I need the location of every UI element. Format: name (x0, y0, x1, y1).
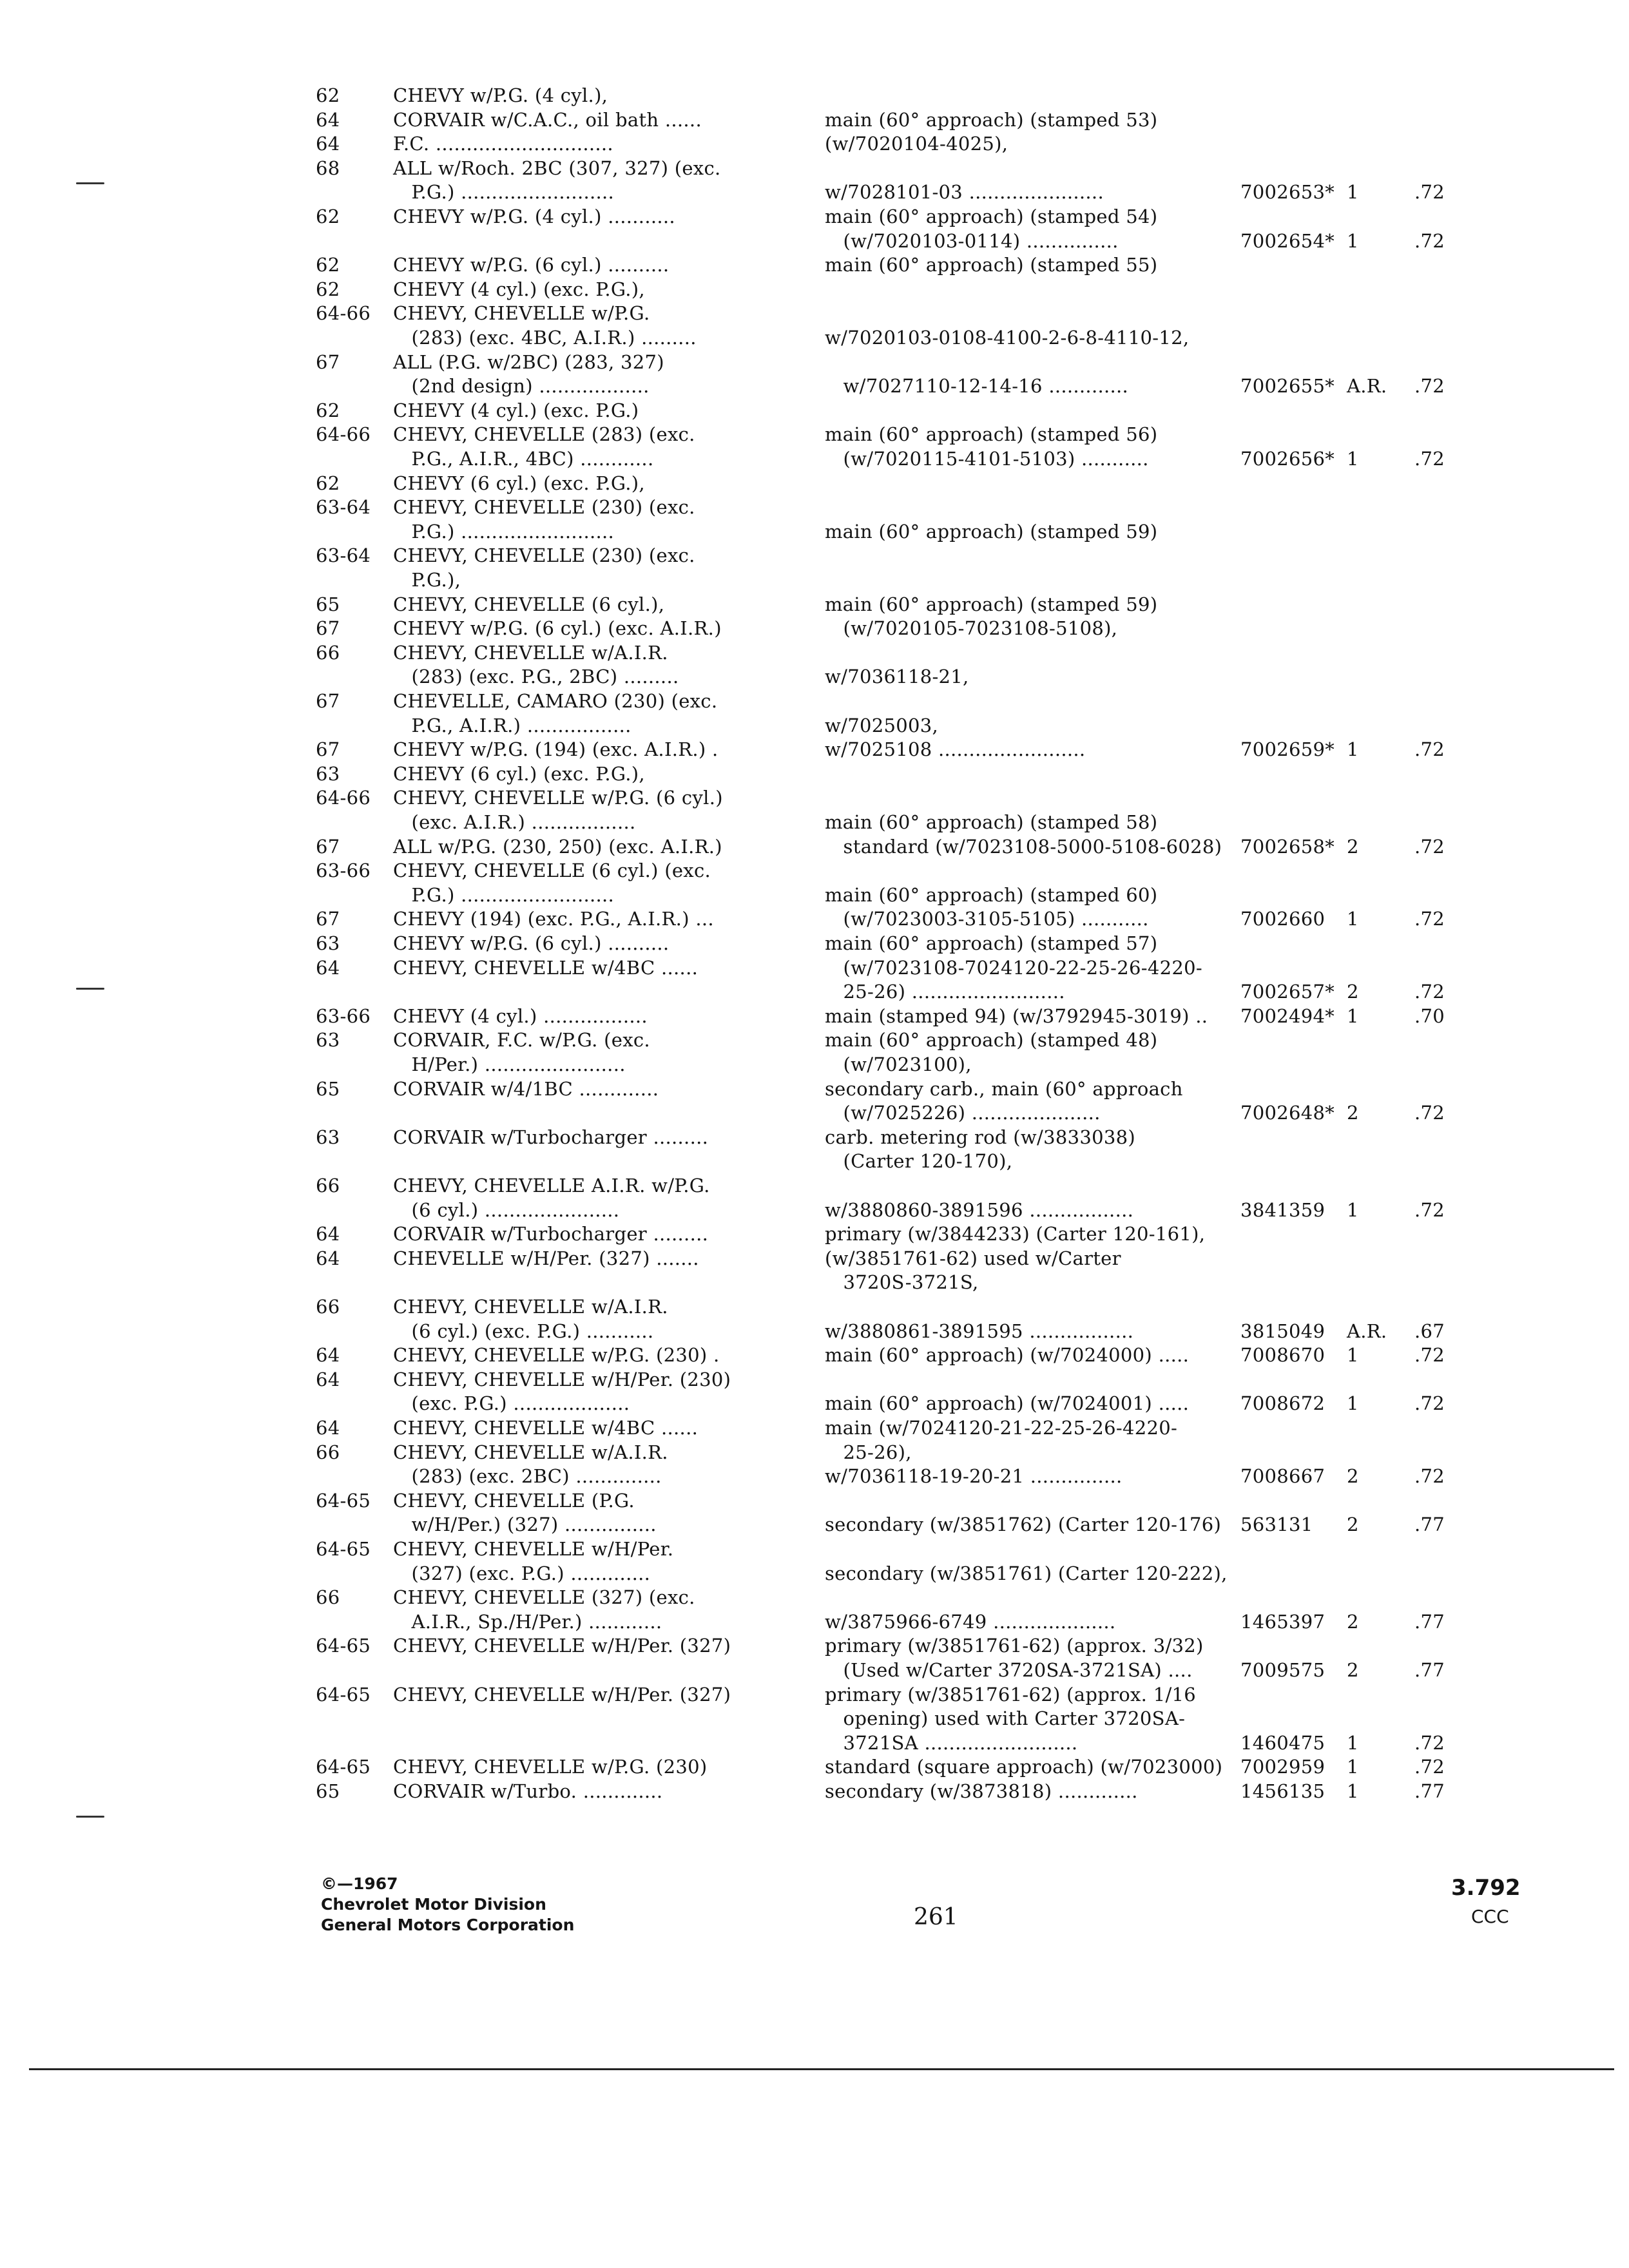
row-quantity: 2 (1347, 1514, 1359, 1535)
row-year: 65 (316, 593, 340, 615)
row-description: w/3880860-3891596 ................. (825, 1199, 1134, 1221)
row-year: 64-65 (316, 1538, 371, 1560)
row-model: CHEVY, CHEVELLE (6 cyl.) (exc. (393, 860, 711, 881)
row-description: main (stamped 94) (w/3792945-3019) .. (825, 1005, 1208, 1027)
row-model: CORVAIR w/Turbocharger ......... (393, 1223, 709, 1245)
row-description: 3720S-3721S, (825, 1271, 979, 1293)
margin-mark (76, 1816, 104, 1818)
row-year: 63-66 (316, 860, 371, 881)
row-year: 64-66 (316, 787, 371, 809)
row-model: CHEVY, CHEVELLE w/P.G. (230) (393, 1756, 708, 1778)
row-model: CHEVY, CHEVELLE w/A.I.R. (393, 1441, 668, 1463)
page-number: 261 (914, 1904, 958, 1930)
row-description: main (60° approach) (stamped 60) (825, 884, 1158, 906)
row-description: (w/7020103-0114) ............... (825, 230, 1119, 252)
row-model: CORVAIR w/C.A.C., oil bath ...... (393, 109, 702, 131)
row-part-number: 7002659* (1240, 738, 1335, 760)
row-price: .77 (1414, 1611, 1445, 1633)
row-model: CHEVY, CHEVELLE w/H/Per. (327) (393, 1684, 731, 1706)
row-part-number: 3841359 (1240, 1199, 1325, 1221)
row-description: primary (w/3851761-62) (approx. 1/16 (825, 1684, 1197, 1706)
row-model: CHEVY, CHEVELLE w/A.I.R. (393, 1296, 668, 1318)
row-model: CHEVY w/P.G. (6 cyl.) (exc. A.I.R.) (393, 617, 722, 639)
section-code: CCC (1471, 1906, 1509, 1927)
row-model: CHEVY, CHEVELLE (327) (exc. (393, 1586, 695, 1608)
row-description: standard (square approach) (w/7023000) (825, 1756, 1223, 1778)
row-model: P.G., A.I.R.) ................. (393, 715, 631, 736)
row-part-number: 3815049 (1240, 1320, 1325, 1342)
row-model: CHEVY w/P.G. (4 cyl.) ........... (393, 206, 675, 227)
row-year: 64-65 (316, 1635, 371, 1657)
row-year: 67 (316, 908, 340, 930)
section-number: 3.792 (1451, 1875, 1521, 1901)
row-model: w/H/Per.) (327) ............... (393, 1514, 657, 1535)
row-quantity: 1 (1347, 1344, 1359, 1366)
row-model: A.I.R., Sp./H/Per.) ............ (393, 1611, 662, 1633)
row-part-number: 7008670 (1240, 1344, 1325, 1366)
row-description: (w/7020104-4025), (825, 133, 1008, 155)
page-bottom-rule (29, 2068, 1614, 2070)
row-part-number: 7002653* (1240, 181, 1335, 203)
row-year: 66 (316, 1296, 340, 1318)
row-model: (6 cyl.) (exc. P.G.) ........... (393, 1320, 654, 1342)
row-year: 64 (316, 1223, 340, 1245)
row-year: 62 (316, 206, 340, 227)
row-description: main (60° approach) (stamped 48) (825, 1029, 1158, 1051)
row-year: 66 (316, 1586, 340, 1608)
row-description: secondary (w/3851761) (Carter 120-222), (825, 1562, 1228, 1584)
row-year: 64-66 (316, 423, 371, 445)
row-model: H/Per.) ....................... (393, 1053, 626, 1075)
copyright-year: ©—1967 (321, 1874, 398, 1893)
row-description: main (60° approach) (stamped 54) (825, 206, 1158, 227)
row-year: 63 (316, 1126, 340, 1148)
row-price: .72 (1414, 1756, 1445, 1778)
row-part-number: 7002656* (1240, 448, 1335, 470)
row-year: 62 (316, 399, 340, 421)
row-year: 67 (316, 738, 340, 760)
row-model: CHEVY (4 cyl.) ................. (393, 1005, 648, 1027)
row-part-number: 1465397 (1240, 1611, 1325, 1633)
row-description: (Used w/Carter 3720SA-3721SA) .... (825, 1659, 1193, 1681)
row-quantity: 2 (1347, 1465, 1359, 1487)
row-price: .72 (1414, 1102, 1445, 1124)
row-price: .72 (1414, 230, 1445, 252)
row-model: ALL w/Roch. 2BC (307, 327) (exc. (393, 157, 721, 179)
row-model: F.C. ............................. (393, 133, 613, 155)
row-quantity: 1 (1347, 1780, 1359, 1802)
row-description: w/7020103-0108-4100-2-6-8-4110-12, (825, 327, 1190, 349)
margin-mark (76, 182, 104, 184)
row-price: .72 (1414, 1392, 1445, 1414)
row-description: opening) used with Carter 3720SA- (825, 1707, 1186, 1729)
row-model: CHEVY, CHEVELLE (230) (exc. (393, 544, 695, 566)
row-model: CHEVY w/P.G. (6 cyl.) .......... (393, 932, 670, 954)
row-description: w/7028101-03 ...................... (825, 181, 1104, 203)
row-year: 64 (316, 1369, 340, 1390)
row-part-number: 7002657* (1240, 981, 1335, 1003)
row-year: 64 (316, 133, 340, 155)
row-description: (Carter 120-170), (825, 1150, 1013, 1172)
row-year: 63 (316, 1029, 340, 1051)
row-description: main (60° approach) (stamped 59) (825, 521, 1158, 543)
row-part-number: 7002654* (1240, 230, 1335, 252)
row-model: CHEVY, CHEVELLE w/H/Per. (327) (393, 1635, 731, 1657)
row-model: (283) (exc. 2BC) .............. (393, 1465, 662, 1487)
margin-mark (76, 988, 104, 990)
row-model: P.G.) ......................... (393, 884, 615, 906)
row-year: 65 (316, 1078, 340, 1100)
row-part-number: 7002494* (1240, 1005, 1335, 1027)
row-model: CHEVY, CHEVELLE w/4BC ...... (393, 957, 699, 979)
row-model: CHEVY (6 cyl.) (exc. P.G.), (393, 472, 645, 494)
row-model: ALL w/P.G. (230, 250) (exc. A.I.R.) (393, 836, 722, 858)
row-part-number: 7002648* (1240, 1102, 1335, 1124)
row-description: main (60° approach) (stamped 55) (825, 254, 1158, 276)
row-model: CHEVELLE w/H/Per. (327) ....... (393, 1247, 699, 1269)
row-price: .72 (1414, 836, 1445, 858)
row-description: w/7036118-19-20-21 ............... (825, 1465, 1123, 1487)
row-part-number: 563131 (1240, 1514, 1313, 1535)
row-description: main (60° approach) (stamped 56) (825, 423, 1158, 445)
row-quantity: 2 (1347, 836, 1359, 858)
row-description: 25-26), (825, 1441, 912, 1463)
row-quantity: 1 (1347, 181, 1359, 203)
row-description: 3721SA ......................... (825, 1732, 1078, 1754)
row-description: standard (w/7023108-5000-5108-6028) (825, 836, 1222, 858)
row-part-number: 1456135 (1240, 1780, 1325, 1802)
row-year: 65 (316, 1780, 340, 1802)
row-year: 63 (316, 763, 340, 785)
row-model: CHEVY, CHEVELLE (6 cyl.), (393, 593, 665, 615)
row-part-number: 7002655* (1240, 375, 1335, 397)
row-price: .72 (1414, 375, 1445, 397)
row-model: CHEVY, CHEVELLE w/A.I.R. (393, 642, 668, 664)
row-model: CORVAIR w/Turbo. ............. (393, 1780, 663, 1802)
row-model: CHEVY, CHEVELLE w/H/Per. (230) (393, 1369, 731, 1390)
row-price: .77 (1414, 1659, 1445, 1681)
row-quantity: 1 (1347, 1756, 1359, 1778)
row-year: 67 (316, 351, 340, 373)
row-description: 25-26) ......................... (825, 981, 1065, 1003)
row-model: P.G.) ......................... (393, 181, 615, 203)
row-description: (w/3851761-62) used w/Carter (825, 1247, 1121, 1269)
row-price: .77 (1414, 1514, 1445, 1535)
row-year: 66 (316, 1441, 340, 1463)
row-description: w/7027110-12-14-16 ............. (825, 375, 1129, 397)
row-quantity: A.R. (1347, 375, 1387, 397)
row-year: 66 (316, 1175, 340, 1196)
row-quantity: 2 (1347, 981, 1359, 1003)
row-description: secondary (w/3851762) (Carter 120-176) (825, 1514, 1222, 1535)
row-description: secondary (w/3873818) ............. (825, 1780, 1138, 1802)
row-quantity: 1 (1347, 738, 1359, 760)
row-price: .67 (1414, 1320, 1445, 1342)
row-model: CHEVY, CHEVELLE w/H/Per. (393, 1538, 674, 1560)
row-part-number: 7008672 (1240, 1392, 1325, 1414)
row-quantity: 2 (1347, 1611, 1359, 1633)
row-year: 67 (316, 836, 340, 858)
row-description: main (60° approach) (stamped 57) (825, 932, 1158, 954)
row-price: .72 (1414, 181, 1445, 203)
row-price: .72 (1414, 448, 1445, 470)
row-description: main (w/7024120-21-22-25-26-4220- (825, 1417, 1178, 1439)
row-description: main (60° approach) (stamped 53) (825, 109, 1158, 131)
row-description: (w/7023108-7024120-22-25-26-4220- (825, 957, 1202, 979)
row-price: .70 (1414, 1005, 1445, 1027)
row-quantity: 1 (1347, 908, 1359, 930)
row-model: CORVAIR, F.C. w/P.G. (exc. (393, 1029, 650, 1051)
row-model: (283) (exc. 4BC, A.I.R.) ......... (393, 327, 697, 349)
row-price: .72 (1414, 1732, 1445, 1754)
row-price: .72 (1414, 981, 1445, 1003)
row-quantity: 1 (1347, 448, 1359, 470)
row-description: carb. metering rod (w/3833038) (825, 1126, 1135, 1148)
row-year: 63 (316, 932, 340, 954)
row-model: CHEVY, CHEVELLE (283) (exc. (393, 423, 695, 445)
row-quantity: 1 (1347, 1199, 1359, 1221)
row-year: 64 (316, 1417, 340, 1439)
row-model: CHEVY, CHEVELLE w/P.G. (6 cyl.) (393, 787, 723, 809)
row-year: 64-65 (316, 1684, 371, 1706)
division-name: Chevrolet Motor Division (321, 1895, 546, 1914)
row-quantity: A.R. (1347, 1320, 1387, 1342)
row-quantity: 1 (1347, 1392, 1359, 1414)
row-model: CHEVY, CHEVELLE w/P.G. (230) . (393, 1344, 720, 1366)
row-year: 62 (316, 254, 340, 276)
row-description: w/7025003, (825, 715, 938, 736)
row-year: 64-65 (316, 1490, 371, 1512)
row-year: 63-64 (316, 496, 371, 518)
row-model: P.G.), (393, 569, 461, 591)
row-description: (w/7020115-4101-5103) ........... (825, 448, 1149, 470)
row-year: 62 (316, 472, 340, 494)
row-description: main (60° approach) (stamped 59) (825, 593, 1158, 615)
row-year: 67 (316, 690, 340, 712)
row-model: (exc. A.I.R.) ................. (393, 811, 636, 833)
row-part-number: 7002959 (1240, 1756, 1325, 1778)
corporation-name: General Motors Corporation (321, 1916, 575, 1934)
row-price: .72 (1414, 1344, 1445, 1366)
row-price: .77 (1414, 1780, 1445, 1802)
row-part-number: 1460475 (1240, 1732, 1325, 1754)
row-quantity: 1 (1347, 230, 1359, 252)
row-part-number: 7008667 (1240, 1465, 1325, 1487)
row-description: (w/7025226) ..................... (825, 1102, 1101, 1124)
row-model: CHEVY, CHEVELLE (230) (exc. (393, 496, 695, 518)
row-model: (6 cyl.) ...................... (393, 1199, 620, 1221)
row-model: CHEVY (4 cyl.) (exc. P.G.), (393, 278, 645, 300)
row-model: CHEVY w/P.G. (4 cyl.), (393, 84, 608, 106)
row-description: primary (w/3844233) (Carter 120-161), (825, 1223, 1206, 1245)
row-model: CORVAIR w/4/1BC ............. (393, 1078, 659, 1100)
row-quantity: 1 (1347, 1732, 1359, 1754)
row-year: 64 (316, 109, 340, 131)
row-model: P.G.) ......................... (393, 521, 615, 543)
row-description: (w/7023003-3105-5105) ........... (825, 908, 1149, 930)
row-model: (327) (exc. P.G.) ............. (393, 1562, 651, 1584)
row-description: w/7025108 ........................ (825, 738, 1086, 760)
row-description: w/3875966-6749 .................... (825, 1611, 1116, 1633)
row-description: main (60° approach) (w/7024001) ..... (825, 1392, 1190, 1414)
row-model: CHEVY (6 cyl.) (exc. P.G.), (393, 763, 645, 785)
row-price: .72 (1414, 1465, 1445, 1487)
row-description: w/3880861-3891595 ................. (825, 1320, 1134, 1342)
row-year: 64-66 (316, 302, 371, 324)
row-model: CHEVY, CHEVELLE w/4BC ...... (393, 1417, 699, 1439)
row-year: 62 (316, 84, 340, 106)
row-year: 66 (316, 642, 340, 664)
row-model: CHEVY, CHEVELLE (P.G. (393, 1490, 635, 1512)
row-year: 64 (316, 957, 340, 979)
row-description: primary (w/3851761-62) (approx. 3/32) (825, 1635, 1204, 1657)
row-model: CHEVY, CHEVELLE A.I.R. w/P.G. (393, 1175, 710, 1196)
row-quantity: 2 (1347, 1659, 1359, 1681)
row-model: CORVAIR w/Turbocharger ......... (393, 1126, 709, 1148)
row-part-number: 7009575 (1240, 1659, 1325, 1681)
row-description: w/7036118-21, (825, 666, 969, 687)
row-year: 64 (316, 1344, 340, 1366)
row-quantity: 1 (1347, 1005, 1359, 1027)
row-quantity: 2 (1347, 1102, 1359, 1124)
row-model: (283) (exc. P.G., 2BC) ......... (393, 666, 679, 687)
row-price: .72 (1414, 1199, 1445, 1221)
row-year: 67 (316, 617, 340, 639)
row-description: secondary carb., main (60° approach (825, 1078, 1183, 1100)
row-price: .72 (1414, 738, 1445, 760)
row-year: 62 (316, 278, 340, 300)
row-description: main (60° approach) (w/7024000) ..... (825, 1344, 1190, 1366)
row-model: ALL (P.G. w/2BC) (283, 327) (393, 351, 664, 373)
row-model: (exc. P.G.) ................... (393, 1392, 630, 1414)
row-model: CHEVELLE, CAMARO (230) (exc. (393, 690, 718, 712)
row-model: CHEVY w/P.G. (194) (exc. A.I.R.) . (393, 738, 718, 760)
row-part-number: 7002660 (1240, 908, 1325, 930)
row-part-number: 7002658* (1240, 836, 1335, 858)
row-price: .72 (1414, 908, 1445, 930)
row-description: main (60° approach) (stamped 58) (825, 811, 1158, 833)
row-model: P.G., A.I.R., 4BC) ............ (393, 448, 654, 470)
row-year: 68 (316, 157, 340, 179)
row-model: CHEVY (4 cyl.) (exc. P.G.) (393, 399, 639, 421)
row-year: 64-65 (316, 1756, 371, 1778)
row-year: 63-66 (316, 1005, 371, 1027)
row-model: (2nd design) .................. (393, 375, 650, 397)
row-model: CHEVY w/P.G. (6 cyl.) .......... (393, 254, 670, 276)
row-year: 63-64 (316, 544, 371, 566)
row-model: CHEVY, CHEVELLE w/P.G. (393, 302, 650, 324)
row-year: 64 (316, 1247, 340, 1269)
row-description: (w/7023100), (825, 1053, 972, 1075)
row-model: CHEVY (194) (exc. P.G., A.I.R.) ... (393, 908, 714, 930)
row-description: (w/7020105-7023108-5108), (825, 617, 1118, 639)
